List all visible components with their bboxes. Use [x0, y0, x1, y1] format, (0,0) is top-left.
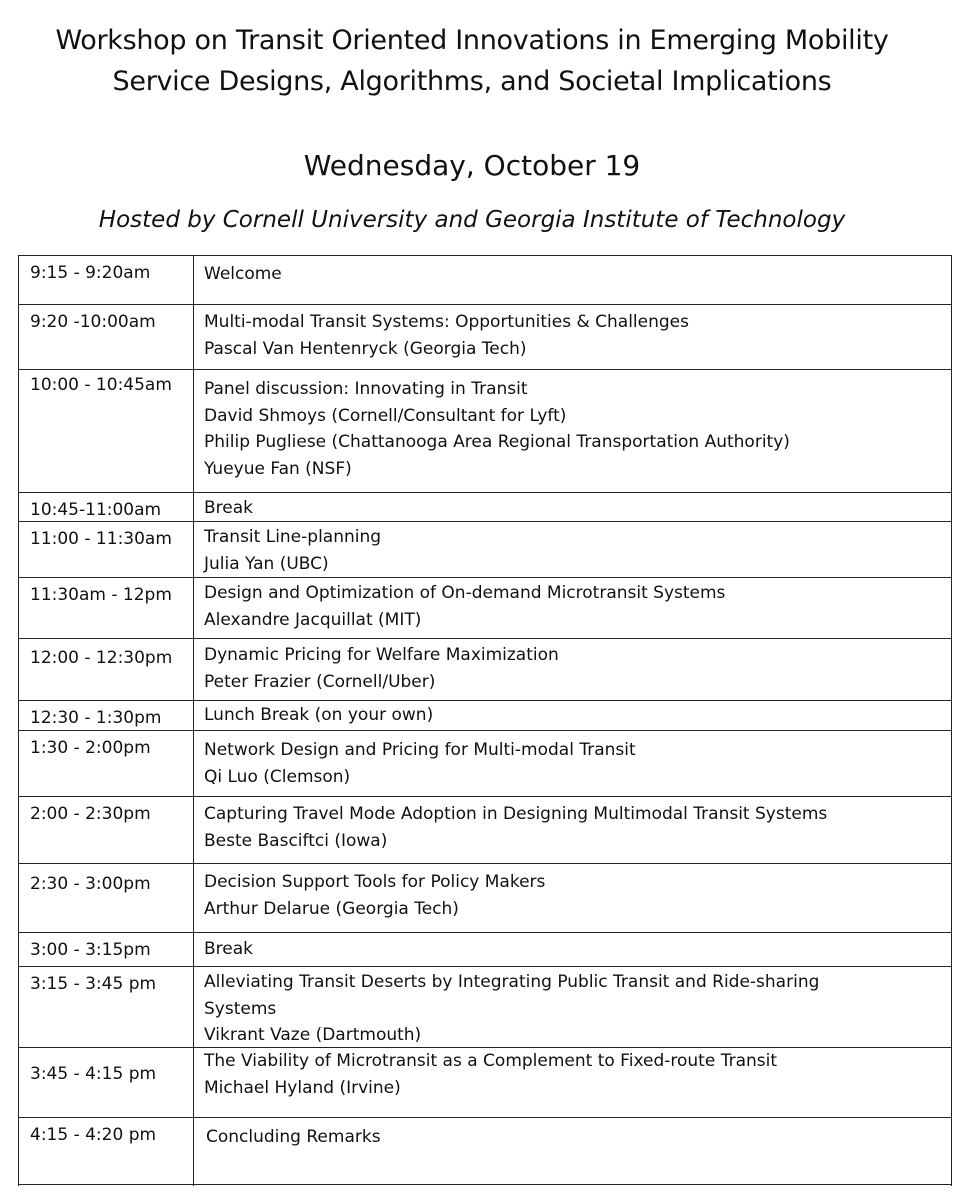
- session-line: Alexandre Jacquillat (MIT): [204, 609, 422, 630]
- session-title: Capturing Travel Mode Adoption in Designing Multimodal Transit Systems: [204, 804, 828, 824]
- session-details: [204, 580, 725, 633]
- session-line: David Shmoys (Cornell/Consultant for Lyft): [204, 405, 567, 426]
- session-details: [204, 1048, 777, 1101]
- session-title: Multi-modal Transit Systems: Opportunities & Challenges: [204, 312, 689, 332]
- table-row: [18, 577, 952, 638]
- session-line: Qi Luo (Clemson): [204, 766, 351, 787]
- session-title: Design and Optimization of On-demand Microtransit Systems: [204, 583, 726, 603]
- session-line: Yueyue Fan (NSF): [204, 458, 352, 479]
- table-row: [18, 730, 952, 796]
- session-title: Dynamic Pricing for Welfare Maximization: [204, 645, 559, 665]
- session-time: 10:00 - 10:45am: [30, 375, 172, 395]
- session-time: 3:00 - 3:15pm: [30, 940, 151, 960]
- table-row: [18, 700, 952, 730]
- session-details: [204, 969, 819, 1049]
- session-line: Beste Basciftci (Iowa): [204, 830, 388, 851]
- host-line: Hosted by Cornell University and Georgia Institute of Technology: [98, 207, 846, 233]
- session-time: 10:45-11:00am: [30, 500, 162, 520]
- session-title: Alleviating Transit Deserts by Integrating Public Transit and Ride-sharing: [204, 972, 820, 992]
- session-details: [204, 737, 636, 790]
- table-row: [18, 932, 952, 966]
- table-row: [18, 255, 952, 304]
- session-details: [204, 495, 253, 522]
- table-row: [18, 304, 952, 369]
- session-details: [204, 869, 545, 922]
- session-time: 9:20 -10:00am: [30, 312, 156, 332]
- session-time: 12:30 - 1:30pm: [30, 708, 162, 728]
- session-line: Arthur Delarue (Georgia Tech): [204, 898, 459, 919]
- session-title: Decision Support Tools for Policy Makers: [204, 872, 546, 892]
- event-date: Wednesday, October 19: [303, 149, 641, 182]
- session-title: Transit Line-planning: [204, 527, 382, 547]
- session-line: Peter Frazier (Cornell/Uber): [204, 671, 436, 692]
- session-details: [204, 261, 282, 288]
- table-row: [18, 863, 952, 932]
- session-line: Systems: [204, 998, 277, 1019]
- session-line: Vikrant Vaze (Dartmouth): [204, 1025, 422, 1045]
- session-details: [204, 309, 689, 362]
- session-line: Julia Yan (UBC): [204, 553, 329, 574]
- session-line: Michael Hyland (Irvine): [204, 1077, 401, 1098]
- session-details: [204, 801, 827, 854]
- session-time: 9:15 - 9:20am: [30, 263, 151, 283]
- workshop-title-line-2: Service Designs, Algorithms, and Societal Implications: [112, 66, 832, 97]
- table-row: [18, 492, 952, 521]
- table-row: [18, 369, 952, 492]
- table-row: [18, 1117, 952, 1186]
- session-title: The Viability of Microtransit as a Complement to Fixed-route Transit: [204, 1051, 778, 1071]
- session-details: [204, 524, 381, 577]
- session-time: 11:30am - 12pm: [30, 585, 172, 605]
- session-title: Welcome: [204, 264, 282, 284]
- session-time: 3:15 - 3:45 pm: [30, 974, 157, 994]
- session-time: 2:30 - 3:00pm: [30, 874, 151, 894]
- session-line: Pascal Van Hentenryck (Georgia Tech): [204, 338, 527, 359]
- schedule-table: [18, 255, 952, 1186]
- session-details: [204, 376, 790, 482]
- session-title: Break: [204, 498, 253, 518]
- table-row: [18, 638, 952, 700]
- table-row: [18, 796, 952, 863]
- session-title: Lunch Break (on your own): [204, 705, 434, 725]
- session-time: 1:30 - 2:00pm: [30, 738, 151, 758]
- session-details: [204, 936, 253, 963]
- session-title: Panel discussion: Innovating in Transit: [204, 379, 528, 399]
- session-details: [206, 1124, 381, 1151]
- session-time: 2:00 - 2:30pm: [30, 804, 151, 824]
- workshop-title-line-1: Workshop on Transit Oriented Innovations in Emerging Mobility: [55, 25, 889, 56]
- session-time: 4:15 - 4:20 pm: [30, 1125, 157, 1145]
- session-line: Philip Pugliese (Chattanooga Area Regional Transportation Authority): [204, 432, 790, 452]
- session-time: 3:45 - 4:15 pm: [30, 1064, 157, 1084]
- session-details: [204, 642, 559, 695]
- session-title: Concluding Remarks: [206, 1127, 381, 1147]
- table-row: [18, 966, 952, 1047]
- table-row: [18, 1047, 952, 1117]
- session-time: 12:00 - 12:30pm: [30, 648, 173, 668]
- session-title: Break: [204, 939, 253, 959]
- table-row: [18, 521, 952, 577]
- session-title: Network Design and Pricing for Multi-modal Transit: [204, 740, 636, 760]
- session-time: 11:00 - 11:30am: [30, 529, 172, 549]
- session-details: [204, 702, 433, 729]
